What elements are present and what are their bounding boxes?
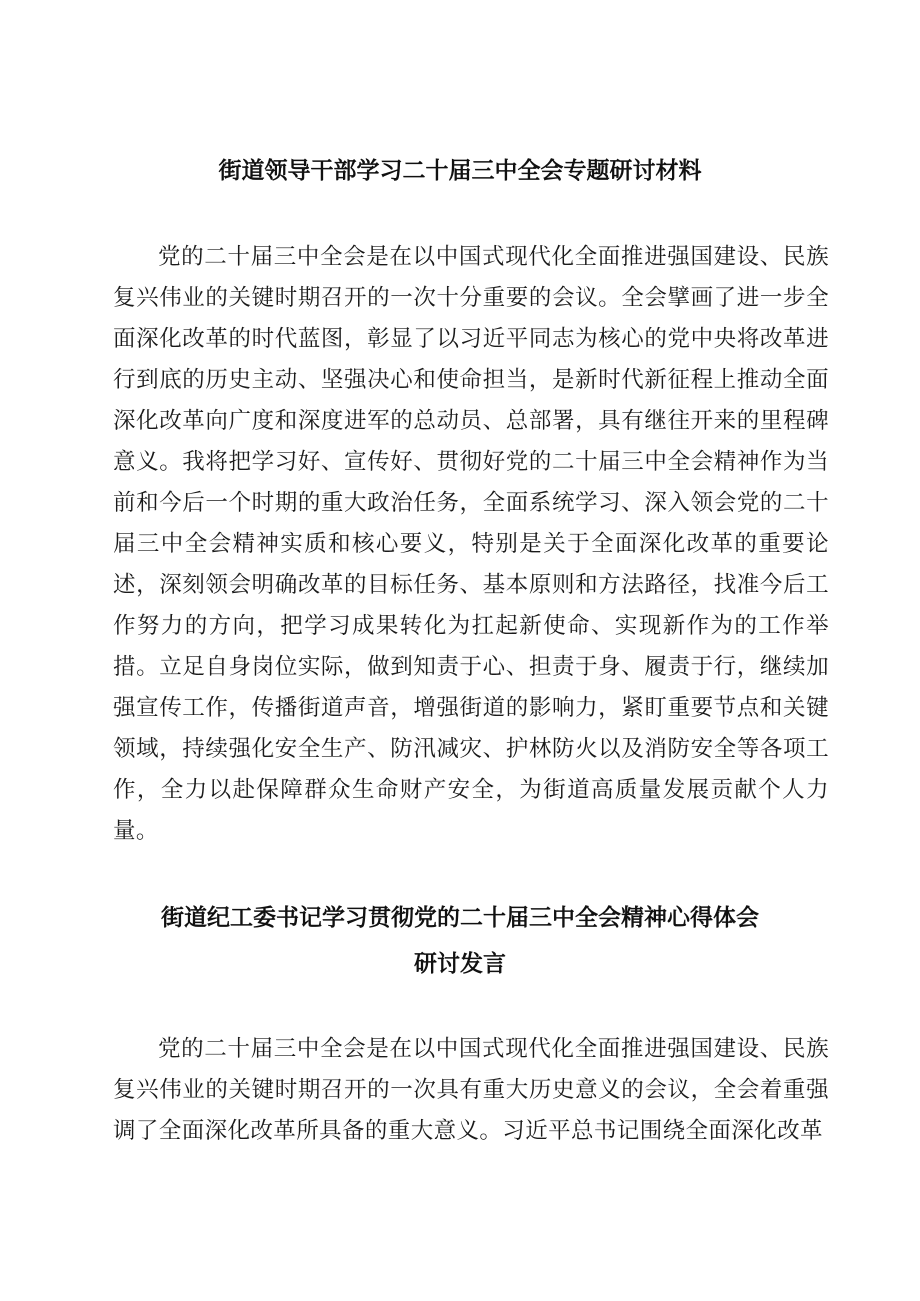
section1-title: 街道领导干部学习二十届三中全会专题研讨材料 <box>218 158 702 184</box>
section2-title-line1: 街道纪工委书记学习贯彻党的二十届三中全会精神心得体会 <box>161 905 759 931</box>
section1-body: 党的二十届三中全会是在以中国式现代化全面推进强国建设、民族复兴伟业的关键时期召开的一次十分重要的会议。全会擘画了进一步全面深化改革的时代蓝图，彰显了以习近平同志为核心的党中央将改革进行到底的历史主动、坚强决心和使命担当，是新时代新征程上推动全面深化改革向广度和深度进军的总动员、总部署，具有继往开来的里程碑意义。我将把学习好、宣传好、贯彻好党的二十届三中全会精神作为当前和今后一个时期的重大政治任务，全面系统学习、深入领会党的二十届三中全会精神实质和核心要义，特别是关于全面深化改革的重要论述，深刻领会明确改革的目标任务、基本原则和方法路径，找准今后工作努力的方向，把学习成果转化为扛起新使命、实现新作为的工作举措。立足自身岗位实际，做到知责于心、担责于身、履责于行，继续加强宣传工作，传播街道声音，增强街道的影响力，紧盯重要节点和关键领域，持续强化安全生产、防汛减灾、护林防火以及消防安全等各项工作，全力以赴保障群众生命财产安全，为街道高质量发展贡献个人力量。 <box>113 244 829 844</box>
section2-body: 党的二十届三中全会是在以中国式现代化全面推进强国建设、民族复兴伟业的关键时期召开的一次具有重大历史意义的会议，全会着重强调了全面深化改革所具备的重大意义。习近平总书记围绕全面深化改革 <box>113 1036 829 1144</box>
section2-title-line2: 研讨发言 <box>414 951 506 977</box>
section2-title <box>0 895 920 987</box>
